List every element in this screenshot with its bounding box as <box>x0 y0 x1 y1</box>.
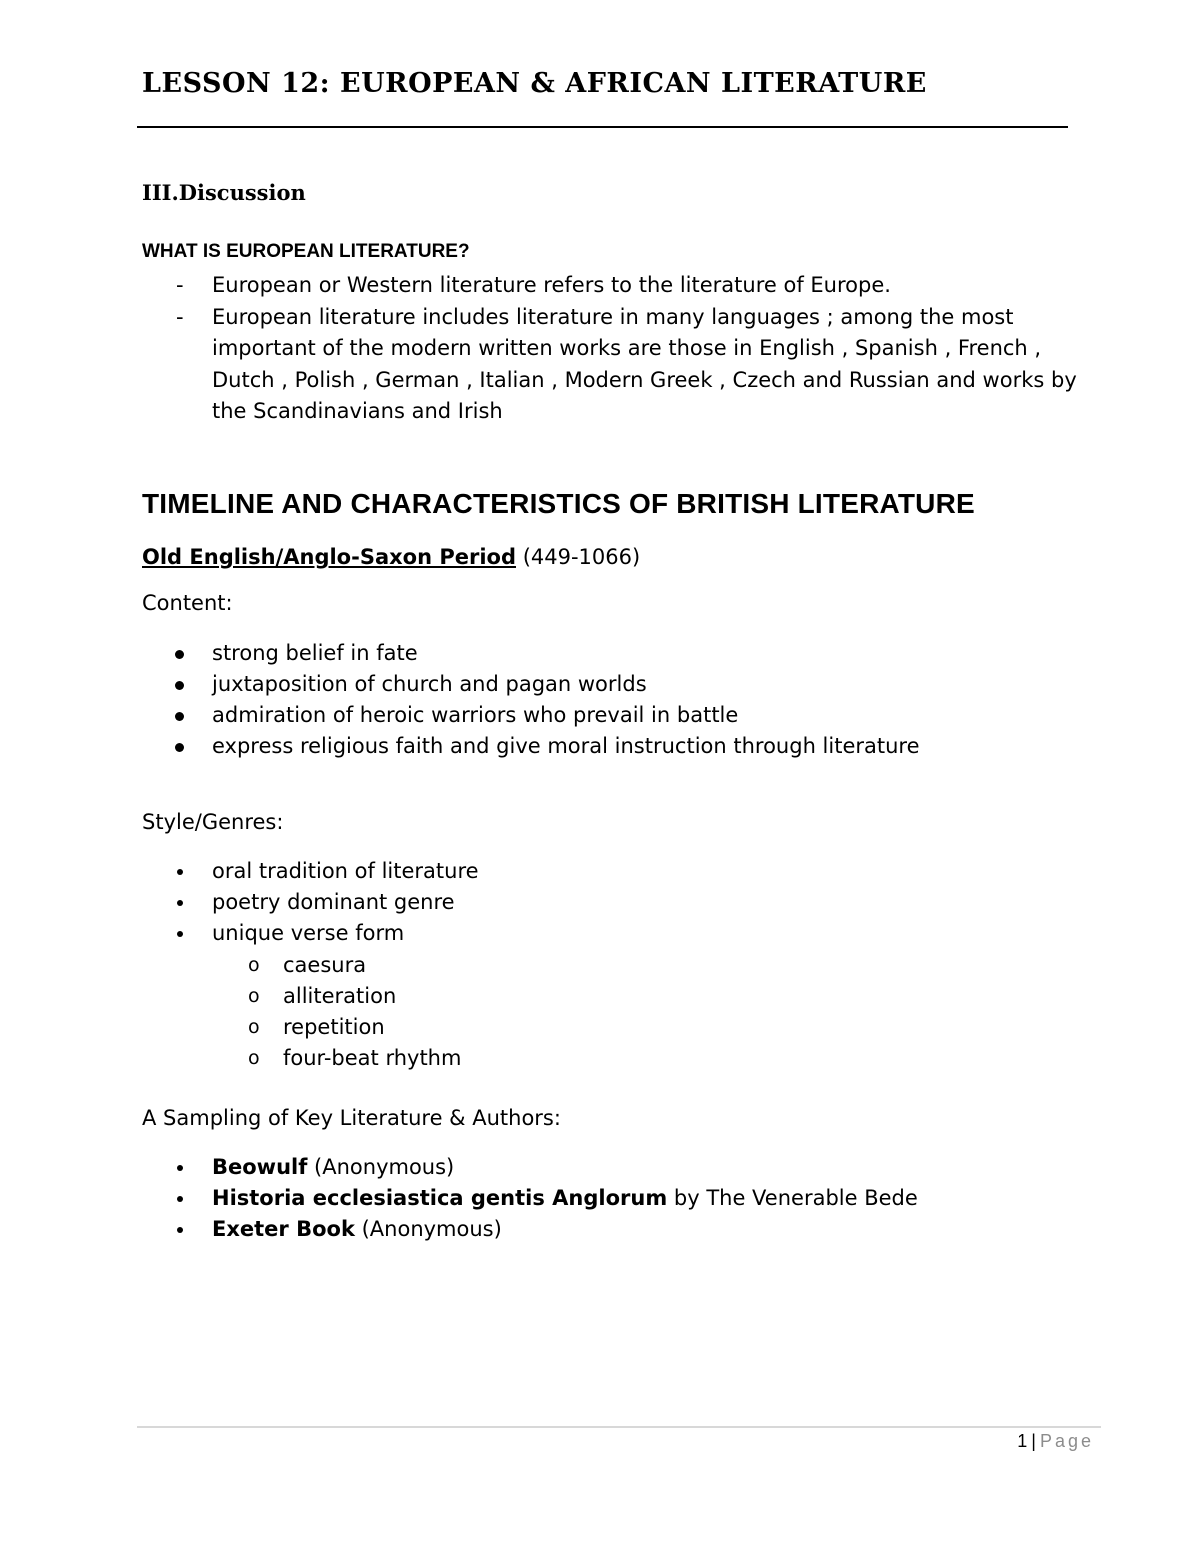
list-item <box>142 856 479 887</box>
content-label: Content: <box>142 591 233 615</box>
list-item <box>142 950 461 981</box>
list-item <box>142 1012 461 1043</box>
work-author: (Anonymous) <box>354 1217 502 1241</box>
list-item <box>142 669 920 700</box>
sampling-label: A Sampling of Key Literature & Authors: <box>142 1106 561 1130</box>
title-underline <box>137 126 1068 128</box>
style-genres-list <box>142 856 479 949</box>
item-text: caesura <box>283 953 367 977</box>
item-text: alliteration <box>283 984 397 1008</box>
period-years: (449-1066) <box>522 545 641 569</box>
list-item <box>142 1152 918 1183</box>
period-heading <box>142 545 640 569</box>
list-item <box>142 302 1102 428</box>
dash-marker: - <box>176 304 184 329</box>
item-text: juxtaposition of church and pagan worlds <box>212 672 647 696</box>
bullet-icon <box>175 712 184 721</box>
item-text: poetry dominant genre <box>212 890 455 914</box>
circle-bullet-icon: o <box>248 954 260 976</box>
work-title: Beowulf <box>212 1155 308 1179</box>
list-item <box>142 918 479 949</box>
item-text: four-beat rhythm <box>283 1046 462 1070</box>
circle-bullet-icon: o <box>248 1016 260 1038</box>
page-footer <box>1017 1431 1094 1452</box>
list-item <box>142 638 920 669</box>
item-text: repetition <box>283 1015 385 1039</box>
bullet-icon <box>177 1227 183 1233</box>
page-number: 1 <box>1017 1431 1028 1451</box>
bullet-icon <box>175 650 184 659</box>
point-text: European literature includes literature in many languages ; among the most important of the modern written works are those in English , Spanish , French , Dutch , Polish , German , Italian , Modern Greek , Czech and Russian and works by the Scandinavians and Irish <box>212 304 1077 423</box>
period-name: Old English/Anglo-Saxon Period <box>142 545 516 569</box>
footer-divider <box>137 1426 1101 1428</box>
bullet-icon <box>177 931 183 937</box>
section-number: III. <box>142 180 179 205</box>
list-item <box>142 731 920 762</box>
list-item <box>142 1214 918 1245</box>
section-heading <box>142 180 306 205</box>
item-text: unique verse form <box>212 921 405 945</box>
list-item <box>142 981 461 1012</box>
list-item <box>142 270 1102 302</box>
verse-form-list <box>142 950 461 1074</box>
item-text: express religious faith and give moral instruction through literature <box>212 734 920 758</box>
circle-bullet-icon: o <box>248 985 260 1007</box>
work-title: Exeter Book <box>212 1217 355 1241</box>
page-word: Page <box>1039 1431 1094 1451</box>
section-title: Discussion <box>178 180 306 205</box>
bullet-icon <box>177 869 183 875</box>
key-works-list <box>142 1152 918 1245</box>
list-item <box>142 1183 918 1214</box>
point-text: European or Western literature refers to the literature of Europe. <box>212 273 891 297</box>
list-item <box>142 887 479 918</box>
bullet-icon <box>175 681 184 690</box>
dash-marker: - <box>176 273 184 297</box>
item-text: strong belief in fate <box>212 641 418 665</box>
work-author: by The Venerable Bede <box>667 1186 918 1210</box>
european-literature-points <box>142 270 1102 428</box>
list-item <box>142 700 920 731</box>
document-title: LESSON 12: EUROPEAN & AFRICAN LITERATURE <box>142 68 927 99</box>
footer-separator: | <box>1031 1431 1036 1451</box>
bullet-icon <box>175 743 184 752</box>
timeline-heading: TIMELINE AND CHARACTERISTICS OF BRITISH LITERATURE <box>142 488 975 519</box>
item-text: oral tradition of literature <box>212 859 479 883</box>
bullet-icon <box>177 900 183 906</box>
work-title: Historia ecclesiastica gentis Anglorum <box>212 1186 668 1210</box>
list-item <box>142 1043 461 1074</box>
style-genres-label: Style/Genres: <box>142 810 284 834</box>
content-list <box>142 638 920 762</box>
bullet-icon <box>177 1165 183 1171</box>
item-text: admiration of heroic warriors who prevail in battle <box>212 703 739 727</box>
bullet-icon <box>177 1196 183 1202</box>
work-author: (Anonymous) <box>307 1155 455 1179</box>
circle-bullet-icon: o <box>248 1047 260 1069</box>
european-literature-question: WHAT IS EUROPEAN LITERATURE? <box>142 241 470 262</box>
